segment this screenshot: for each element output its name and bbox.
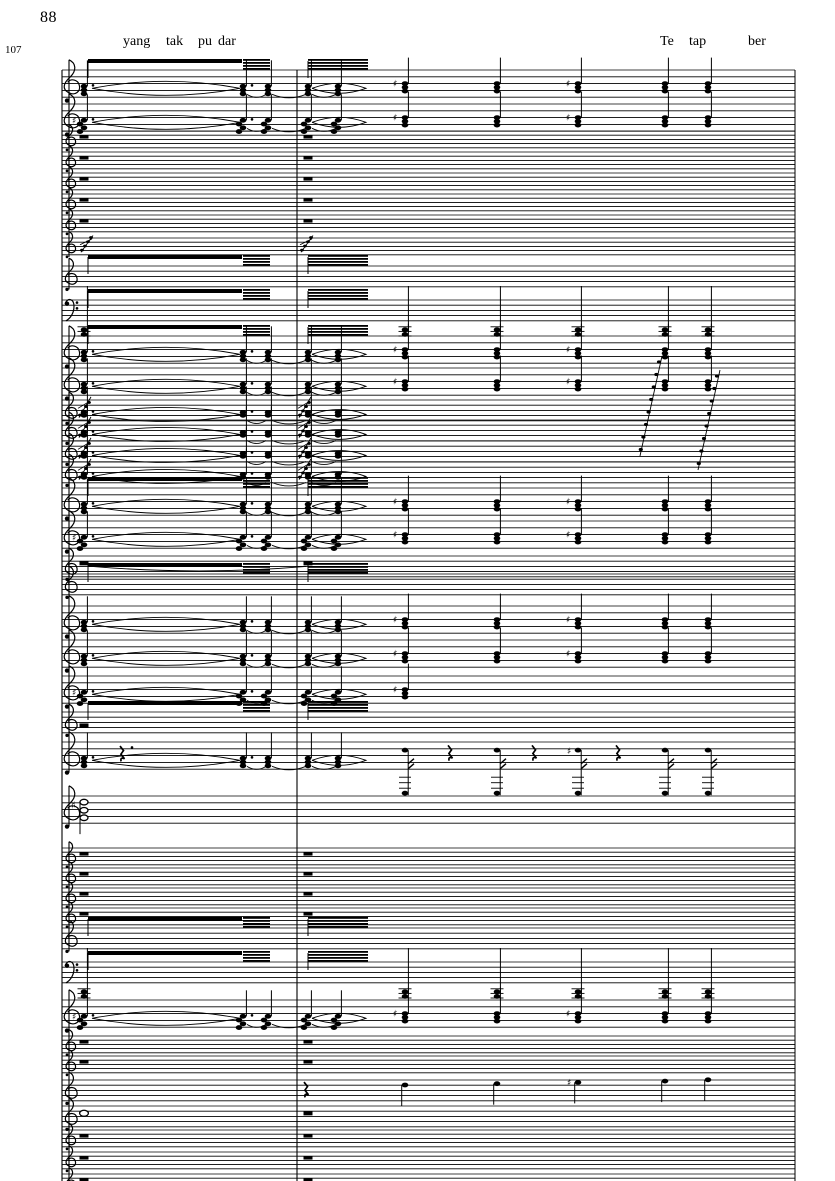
sharp-accidental: ♯ [72, 1012, 77, 1023]
sharp-accidental: ♯ [566, 79, 571, 90]
sharp-accidental: ♯ [566, 113, 571, 124]
measure-number: 107 [5, 44, 22, 56]
staff-10 [62, 286, 795, 337]
staff-27 [62, 842, 795, 869]
staff-31 [62, 917, 795, 953]
staff-34 [62, 1030, 795, 1057]
staff-30 [62, 902, 795, 929]
staff-12 [62, 356, 795, 401]
sharp-accidental: ♯ [567, 747, 572, 758]
sharp-accidental: ♯ [393, 649, 398, 660]
sharp-accidental: ♯ [566, 1009, 571, 1020]
staff-8 [62, 232, 795, 259]
lyric-word-4: Te [660, 34, 674, 49]
sharp-accidental: ♯ [393, 345, 398, 356]
sharp-accidental: ♯ [567, 1078, 572, 1089]
staff-32 [62, 948, 795, 999]
staff-24 [62, 701, 795, 737]
staff-38 [62, 1124, 795, 1151]
staff-7 [62, 209, 795, 236]
staff-37 [62, 1098, 795, 1131]
staff-16 [62, 448, 795, 487]
sharp-accidental: ♯ [71, 800, 76, 812]
lyric-word-3: dar [218, 34, 236, 49]
staff-39 [62, 1146, 795, 1173]
staff-9 [62, 255, 795, 291]
lyric-word-6: ber [748, 34, 766, 49]
sharp-accidental: ♯ [566, 530, 571, 541]
staff-25 [62, 732, 795, 796]
page-number: 88 [40, 9, 57, 26]
staff-14 [62, 406, 795, 445]
staff-1 [62, 58, 795, 103]
sharp-accidental: ♯ [393, 497, 398, 508]
sharp-accidental: ♯ [72, 116, 77, 127]
sharp-accidental: ♯ [393, 1009, 398, 1020]
gliss-runs [639, 356, 720, 470]
sharp-accidental: ♯ [72, 533, 77, 544]
staff-13 [62, 386, 795, 425]
lyric-word-1: tak [166, 34, 184, 49]
lyric-word-0: yang [123, 34, 151, 49]
staff-21 [62, 594, 795, 639]
sharp-accidental: ♯ [566, 497, 571, 508]
barlines [62, 70, 795, 1181]
staff-6 [62, 188, 795, 215]
staff-26 [62, 786, 795, 834]
sharp-accidental: ♯ [566, 377, 571, 388]
staff-5 [62, 167, 795, 194]
staff-35 [62, 1050, 795, 1077]
staff-29 [62, 882, 795, 909]
staff-15 [62, 427, 795, 466]
sharp-accidental: ♯ [393, 615, 398, 626]
staff-28 [62, 862, 795, 889]
sharp-accidental: ♯ [393, 530, 398, 541]
staff-2 [62, 92, 795, 137]
sharp-accidental: ♯ [393, 377, 398, 388]
sharp-accidental: ♯ [393, 685, 398, 696]
staff-3 [62, 125, 795, 152]
staff-40 [62, 1168, 795, 1181]
staff-33 [62, 988, 795, 1033]
staff-20 [62, 563, 795, 599]
staff-22 [62, 628, 795, 673]
lyric-word-2: pu [198, 34, 212, 49]
sharp-accidental: ♯ [393, 113, 398, 124]
sharp-accidental: ♯ [566, 615, 571, 626]
sharp-accidental: ♯ [566, 345, 571, 356]
staff-11 [62, 324, 795, 369]
staff-4 [62, 146, 795, 173]
lyric-word-5: tap [689, 34, 707, 49]
sharp-accidental: ♯ [72, 688, 77, 699]
staff-36 [62, 1072, 795, 1106]
sharp-accidental: ♯ [393, 79, 398, 90]
sharp-accidental: ♯ [566, 649, 571, 660]
